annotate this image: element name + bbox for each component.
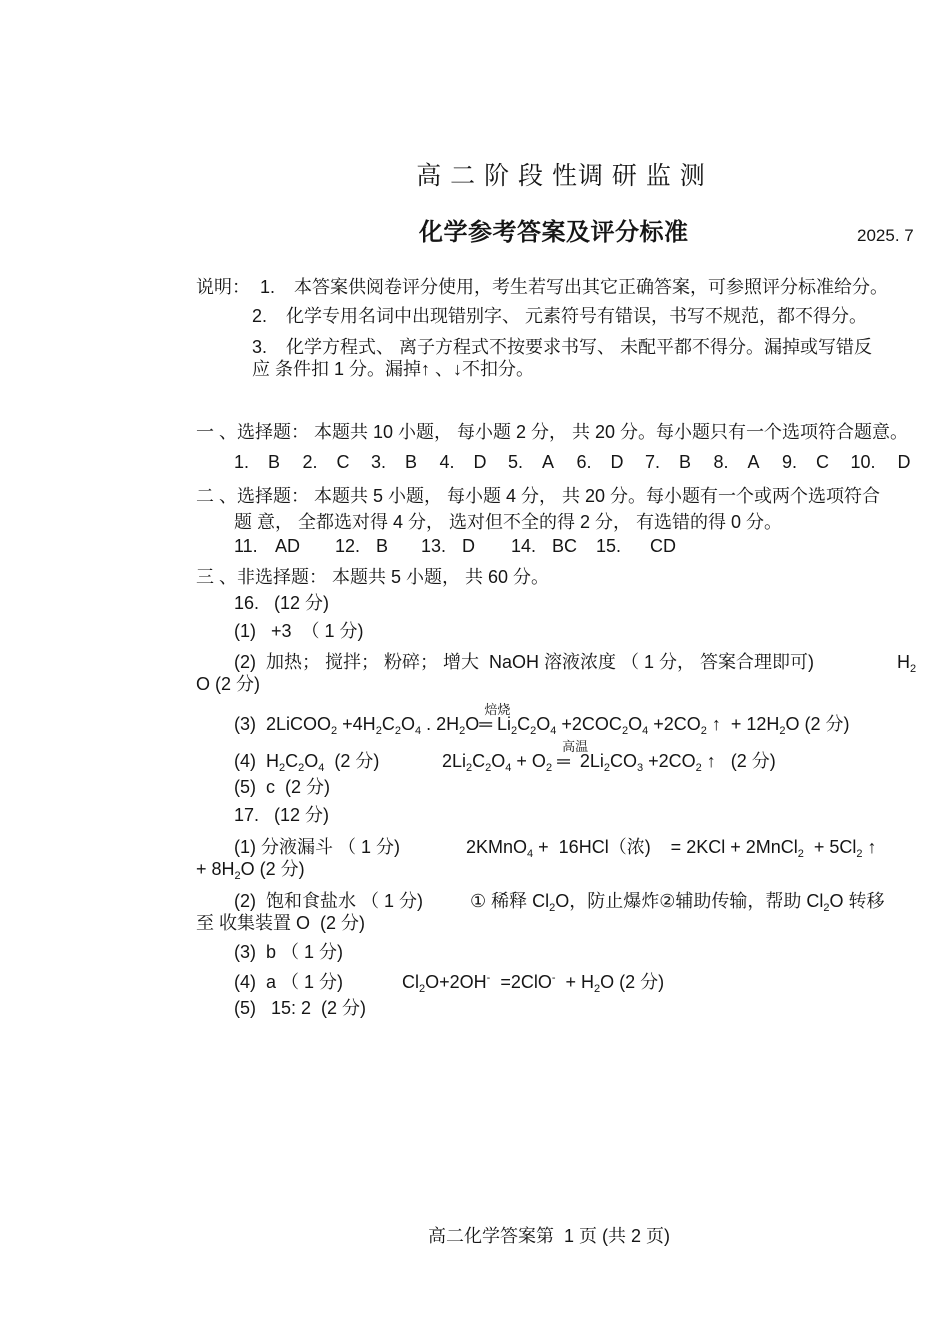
section2-answers bbox=[234, 535, 676, 557]
q17-part-2-answer: (2) 饱和食盐水 （ 1 分) bbox=[234, 891, 424, 911]
condition-label: 焙烧 bbox=[484, 702, 511, 717]
answer-choice: AD bbox=[275, 536, 301, 556]
answer-item bbox=[714, 451, 783, 473]
subscript: 2 bbox=[279, 762, 286, 774]
subscript: 4 bbox=[505, 762, 512, 774]
answer-choice: B bbox=[405, 452, 418, 472]
answer-item bbox=[335, 535, 421, 557]
section2-heading-continued: 题 意， 全都选对得 4 分， 选对但不全的得 2 分， 有选错的得 0 分。 bbox=[234, 512, 783, 532]
answer-item bbox=[371, 451, 440, 473]
notes-item-1 bbox=[196, 276, 888, 298]
page-footer: 高二化学答案第 1 页 (共 2 页) bbox=[428, 1226, 671, 1246]
q17-part-2-reason: ① 稀释 $Cl_2O$，防止爆炸②辅助传输，帮助 $Cl_2O$ 转移 bbox=[470, 891, 885, 914]
page-subtitle: 化学参考答案及评分标准 bbox=[419, 219, 689, 246]
notes-item-text: 本答案供阅卷评分使用，考生若写出其它正确答案，可参照评分标准给分。 bbox=[294, 277, 889, 297]
subscript: 2 bbox=[603, 762, 610, 774]
subscript: 2 bbox=[419, 983, 426, 995]
q16-part-2-formula-start: $H_2$ bbox=[897, 652, 917, 675]
notes-item-3-continued: 应 条件扣 1 分。漏掉↑ 、↓不扣分。 bbox=[252, 359, 535, 379]
answer-item bbox=[440, 451, 509, 473]
answer-item bbox=[511, 535, 596, 557]
answer-choice: BC bbox=[552, 536, 578, 556]
answer-item bbox=[508, 451, 577, 473]
q16-part-4-answer: (4) $H_2C_2O_4$ (2 分) bbox=[234, 751, 380, 774]
answer-item bbox=[577, 451, 646, 473]
answer-choice: D bbox=[473, 452, 487, 472]
subscript: 2 bbox=[466, 762, 473, 774]
subscript: 2 bbox=[779, 725, 786, 737]
notes-item-number: 3. bbox=[252, 337, 268, 357]
subscript: 2 bbox=[545, 762, 553, 774]
answer-number: 8. bbox=[713, 452, 729, 472]
answer-number: 5. bbox=[508, 452, 524, 472]
subscript: 2 bbox=[797, 848, 804, 860]
q16-part-2-continued: O (2 分) bbox=[196, 674, 261, 694]
subscript: 4 bbox=[550, 725, 557, 737]
reaction-condition bbox=[557, 739, 589, 772]
subscript: 2 bbox=[823, 902, 830, 914]
section2-heading: 二 、选择题： 本题共 5 小题， 每小题 4 分， 共 20 分。每小题有一个或两个选项符合 bbox=[196, 486, 881, 506]
answer-number: 9. bbox=[782, 452, 798, 472]
answer-number: 3. bbox=[371, 452, 387, 472]
subscript: 2 bbox=[549, 902, 556, 914]
answer-number: 15. bbox=[596, 536, 622, 556]
notes-label: 说明： bbox=[196, 277, 250, 297]
answer-number: 10. bbox=[850, 452, 876, 472]
q17-part-4-answer: (4) a （ 1 分) bbox=[234, 972, 344, 992]
q17-part-1-answer: (1) 分液漏斗 （ 1 分) bbox=[234, 837, 401, 857]
q17-part-2-continued: 至 收集装置 O (2 分) bbox=[196, 913, 366, 933]
subscript: 2 bbox=[375, 725, 382, 737]
subscript: 2 bbox=[594, 983, 601, 995]
notes-item-2 bbox=[252, 305, 867, 327]
answer-item bbox=[645, 451, 714, 473]
answer-choice: B bbox=[376, 536, 389, 556]
subscript: 4 bbox=[642, 725, 649, 737]
section3-heading: 三 、非选择题： 本题共 5 小题， 共 60 分。 bbox=[196, 567, 550, 587]
subscript: 2 bbox=[485, 762, 492, 774]
q17-part-1-equation: 2KMnO$_4$ + 16HCl（浓) = 2KCl + 2MnCl$_2$ + $5Cl_2$ ↑ bbox=[466, 837, 877, 860]
answer-item bbox=[851, 451, 911, 473]
answer-item bbox=[303, 451, 372, 473]
subscript: 2 bbox=[856, 848, 863, 860]
equals-sign: ═ bbox=[479, 714, 492, 734]
q16-part-3-equation: (3) 2LiCOO$_2$ $+4H_2C_2O_4$ . $2H_2O═$ 焙烧 $Li_2C_2O_4 +2COC_2O_4 +2CO_2$ ↑ + $12H_2O$ (2 分) bbox=[234, 702, 850, 737]
q16-title: 16. (12 分) bbox=[234, 593, 330, 613]
answer-number: 12. bbox=[335, 536, 361, 556]
subscript: 2 bbox=[621, 725, 629, 737]
answer-number: 1. bbox=[234, 452, 250, 472]
answer-choice: D bbox=[610, 452, 624, 472]
notes-item-number: 1. bbox=[260, 277, 276, 297]
answer-number: 4. bbox=[439, 452, 455, 472]
answer-choice: C bbox=[336, 452, 350, 472]
notes-item-3 bbox=[252, 336, 872, 358]
subscript: 4 bbox=[414, 725, 422, 737]
answer-choice: C bbox=[816, 452, 829, 472]
answer-choice: A bbox=[747, 452, 760, 472]
subscript: 2 bbox=[700, 725, 707, 737]
subscript: 2 bbox=[910, 663, 917, 675]
answer-item bbox=[234, 451, 303, 473]
answer-number: 2. bbox=[302, 452, 318, 472]
answer-number: 11. bbox=[234, 536, 258, 556]
condition-label: 高温 bbox=[562, 739, 589, 754]
answer-item bbox=[234, 535, 335, 557]
answer-item bbox=[421, 535, 511, 557]
page-title: 高 二 阶 段 性调 研 监 测 bbox=[416, 162, 706, 190]
answer-choice: B bbox=[679, 452, 692, 472]
answer-item bbox=[782, 451, 851, 473]
exam-date: 2025. 7 bbox=[857, 226, 914, 245]
q17-title: 17. (12 分) bbox=[234, 805, 330, 825]
answer-choice: A bbox=[542, 452, 555, 472]
answer-choice: D bbox=[897, 452, 911, 472]
answer-number: 7. bbox=[645, 452, 661, 472]
subscript: 2 bbox=[298, 762, 305, 774]
subscript: 2 bbox=[511, 725, 518, 737]
answer-number: 13. bbox=[421, 536, 447, 556]
superscript: - bbox=[486, 972, 491, 984]
equals-sign: ═ bbox=[557, 751, 570, 771]
q16-part-5: (5) c (2 分) bbox=[234, 777, 331, 797]
answer-choice: CD bbox=[650, 536, 676, 556]
notes-item-text: 化学方程式、 离子方程式不按要求书写、 未配平都不得分。漏掉或写错反 bbox=[286, 337, 873, 357]
superscript: - bbox=[551, 972, 556, 984]
q16-part-4-equation: $2Li_2C_2O_4 + O_2$ ═ 高温 $2Li_2CO_3 +2CO_2$ ↑ (2 分) bbox=[442, 739, 776, 774]
answer-item bbox=[596, 535, 676, 557]
subscript: 2 bbox=[459, 725, 466, 737]
subscript: 3 bbox=[637, 762, 644, 774]
section1-answers bbox=[234, 451, 911, 473]
q16-part-2: (2) 加热； 搅拌； 粉碎； 增大 NaOH 溶液浓度 （ 1 分， 答案合理即可) bbox=[234, 652, 815, 672]
answer-choice: B bbox=[268, 452, 281, 472]
subscript: 2 bbox=[530, 725, 537, 737]
answer-choice: D bbox=[462, 536, 475, 556]
section1-heading: 一 、选择题： 本题共 10 小题， 每小题 2 分， 共 20 分。每小题只有一个选项符合题意。 bbox=[196, 422, 909, 442]
subscript: 2 bbox=[234, 870, 241, 882]
subscript: 4 bbox=[318, 762, 325, 774]
subscript: 2 bbox=[394, 725, 401, 737]
q17-part-4-equation: $Cl_2O+2OH^- =2ClO^- + H_2O$ (2 分) bbox=[402, 972, 665, 995]
answer-number: 14. bbox=[511, 536, 537, 556]
notes-item-number: 2. bbox=[252, 306, 268, 326]
q17-part-3: (3) b （ 1 分) bbox=[234, 942, 344, 962]
reaction-condition bbox=[479, 702, 511, 735]
notes-item-text: 化学专用名词中出现错别字、 元素符号有错误，书写不规范，都不得分。 bbox=[286, 306, 868, 326]
q17-part-5: (5) 15: 2 (2 分) bbox=[234, 998, 367, 1018]
q16-part-1: (1) +3 （ 1 分) bbox=[234, 621, 364, 641]
q17-part-1-continued: + $8H_2O$ (2 分) bbox=[196, 859, 305, 882]
subscript: 2 bbox=[331, 725, 338, 737]
answer-number: 6. bbox=[576, 452, 592, 472]
subscript: 4 bbox=[527, 848, 534, 860]
subscript: 2 bbox=[695, 762, 702, 774]
